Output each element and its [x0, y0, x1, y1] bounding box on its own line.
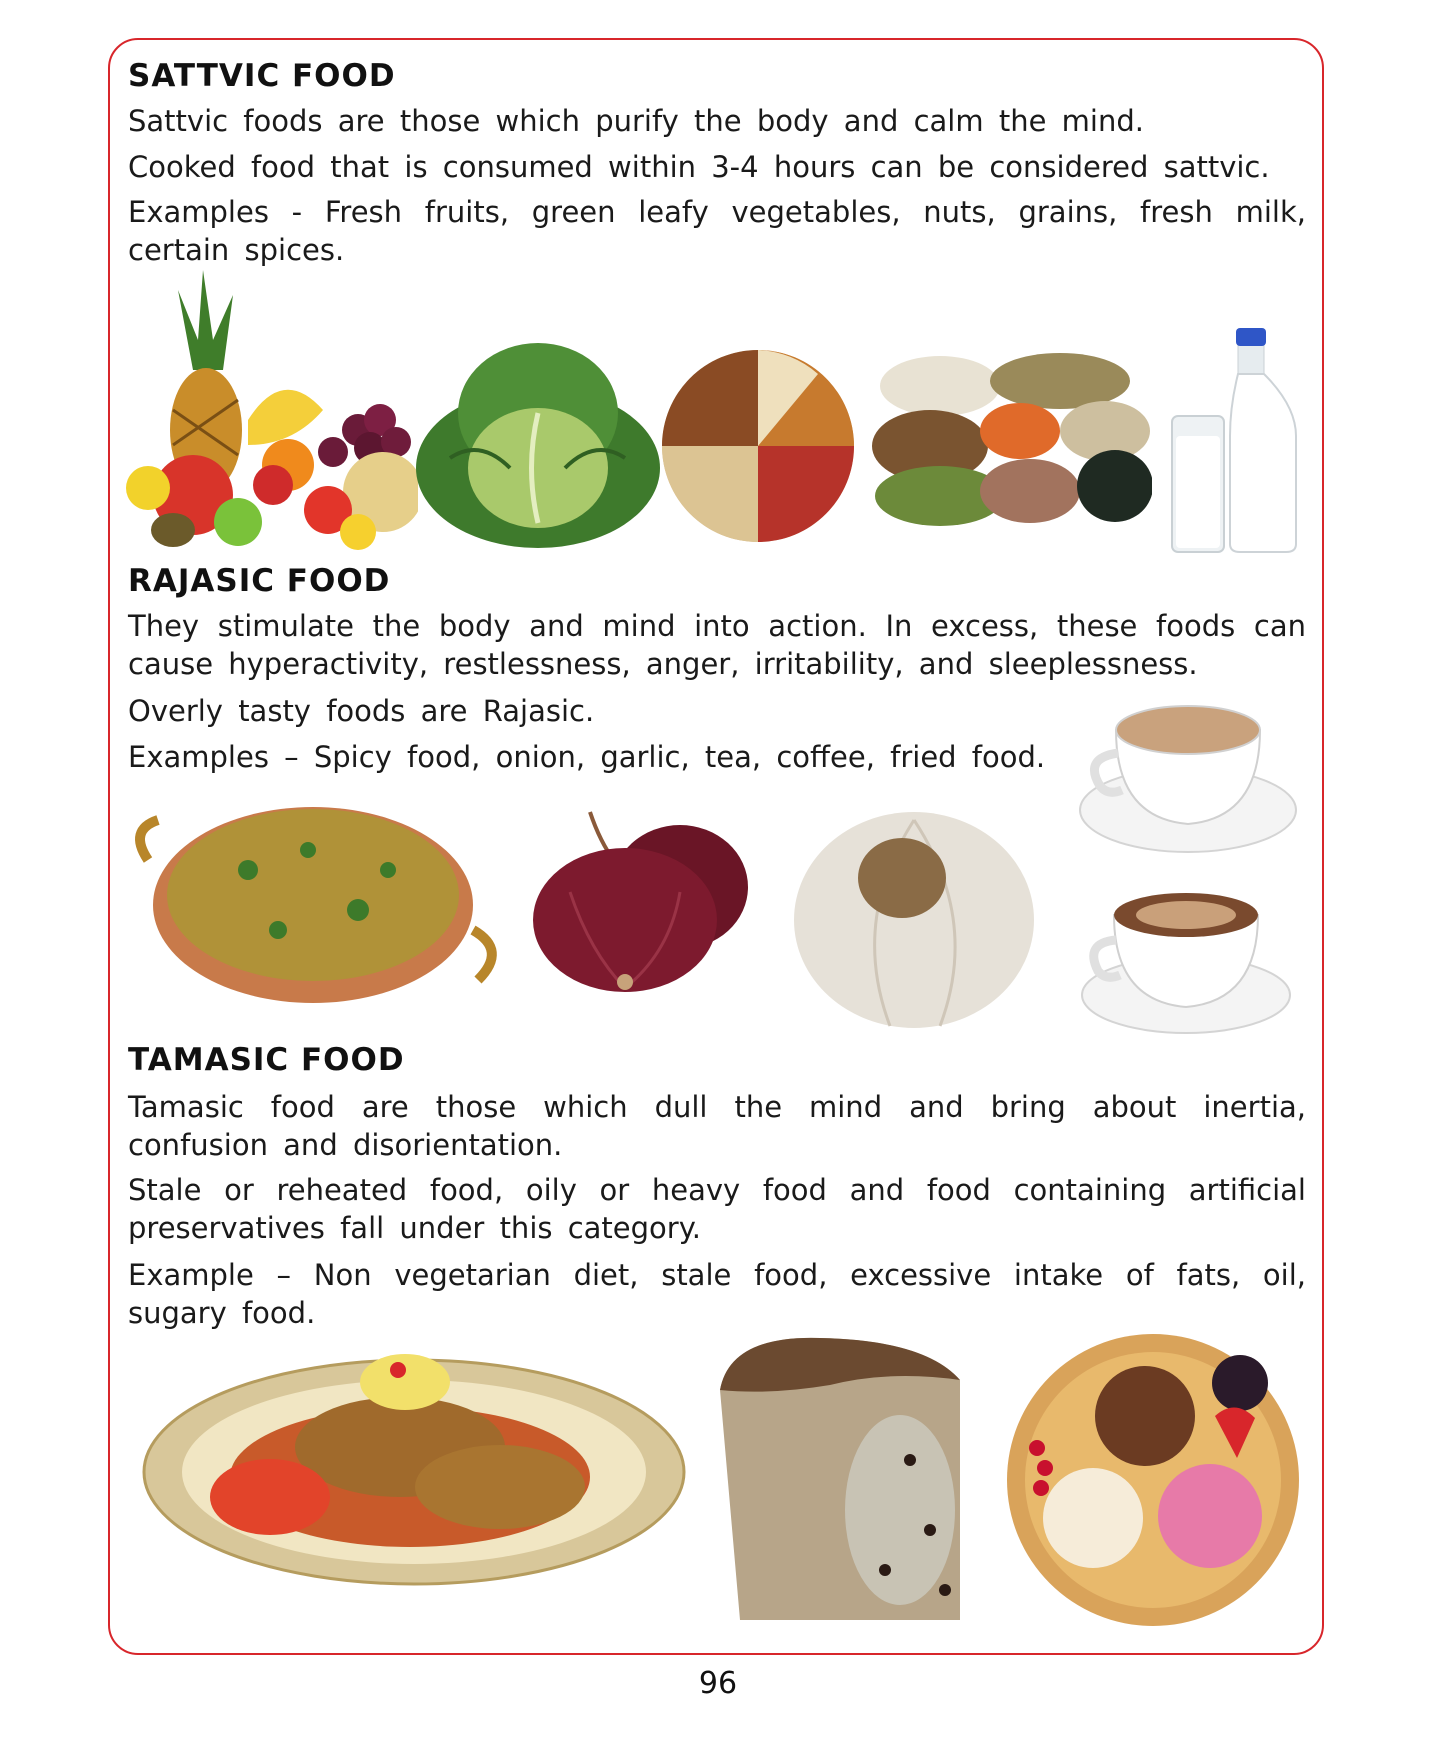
cabbage-image	[410, 318, 665, 550]
page-number: 96	[698, 1666, 738, 1701]
sattvic-paragraph-1: Sattvic foods are those which purify the body and calm the mind.	[128, 104, 1144, 138]
grains-image	[870, 346, 1152, 528]
tamasic-paragraph-1: Tamasic food are those which dull the mind and bring about inertia, confusion and disorientation.	[128, 1090, 1306, 1162]
tamasic-heading: TAMASIC FOOD	[128, 1042, 405, 1078]
nuts-image	[658, 346, 858, 546]
moldy-bread-image	[710, 1330, 968, 1626]
chicken-plate-image	[140, 1322, 688, 1590]
spicy-curry-image	[128, 790, 508, 1004]
fruits-image	[118, 270, 418, 552]
rajasic-paragraph-2: Overly tasty foods are Rajasic.	[128, 694, 595, 728]
garlic-image	[790, 800, 1038, 1032]
tamasic-paragraph-3: Example – Non vegetarian diet, stale food, excessive intake of fats, oil, sugary food.	[128, 1258, 1306, 1330]
tamasic-paragraph-2: Stale or reheated food, oily or heavy food and food containing artificial preservatives fall under this category.	[128, 1173, 1306, 1245]
sattvic-paragraph-3: Examples - Fresh fruits, green leafy vegetables, nuts, grains, fresh milk, certain spices.	[128, 195, 1306, 267]
rajasic-paragraph-3: Examples – Spicy food, onion, garlic, tea, coffee, fried food.	[128, 740, 1046, 774]
tea-cup-image	[1078, 698, 1298, 854]
coffee-cup-image	[1080, 885, 1292, 1035]
rajasic-paragraph-1: They stimulate the body and mind into action. In excess, these foods can cause hyperactivity, restlessness, anger, irritability, and sleeplessness.	[128, 609, 1306, 681]
sattvic-heading: SATTVIC FOOD	[128, 58, 396, 94]
ice-cream-waffle-image	[1005, 1328, 1301, 1628]
sattvic-paragraph-2: Cooked food that is consumed within 3-4 hours can be considered sattvic.	[128, 150, 1270, 184]
rajasic-heading: RAJASIC FOOD	[128, 563, 391, 599]
onion-image	[530, 802, 755, 994]
milk-image	[1168, 326, 1300, 554]
